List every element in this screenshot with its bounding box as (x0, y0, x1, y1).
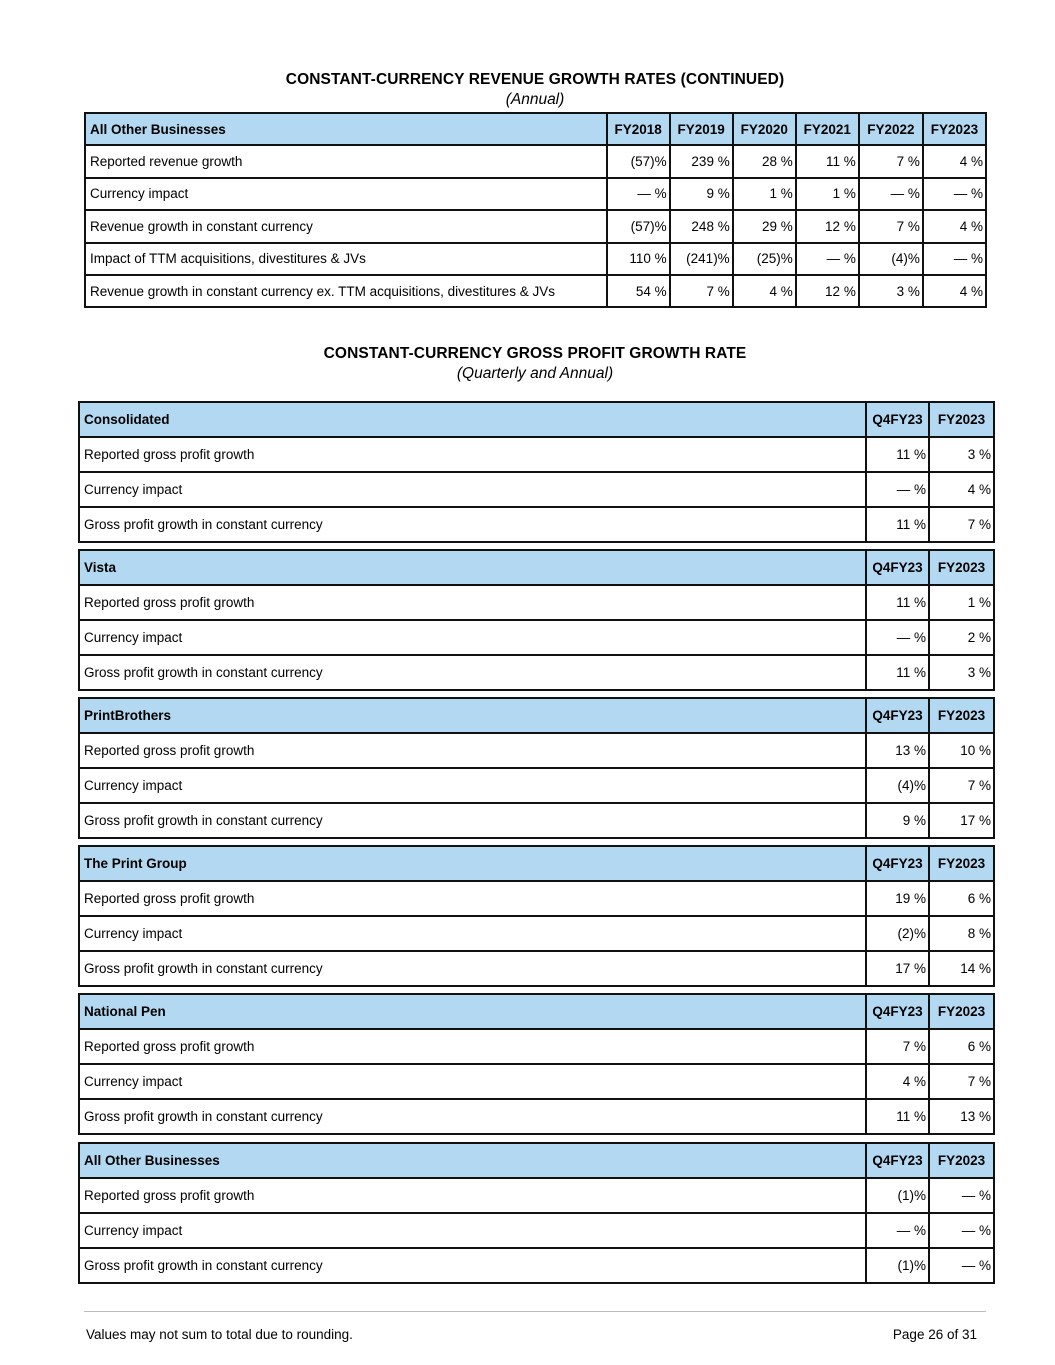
value-cell: 14 % (929, 951, 994, 986)
footer-note: Values may not sum to total due to rounding. (86, 1327, 353, 1342)
row-label-cell: Reported gross profit growth (79, 881, 866, 916)
value-cell: — % (923, 243, 986, 275)
table-row (79, 881, 994, 916)
value-cell: — % (866, 620, 929, 655)
table-row (79, 951, 994, 986)
table-title-cell: Consolidated (79, 402, 866, 437)
value-cell: 11 % (796, 145, 859, 177)
gross-profit-table (78, 1142, 995, 1284)
value-cell: (4)% (859, 243, 923, 275)
value-cell: — % (929, 1178, 994, 1213)
value-cell: 11 % (866, 655, 929, 690)
table-row (85, 210, 986, 242)
value-cell: 248 % (670, 210, 733, 242)
value-cell: 1 % (929, 585, 994, 620)
column-header-cell: Q4FY23 (866, 846, 929, 881)
gross-profit-table (78, 401, 995, 543)
value-cell: 9 % (866, 803, 929, 838)
value-cell: (1)% (866, 1178, 929, 1213)
value-cell: 1 % (796, 178, 859, 210)
table-title-cell: National Pen (79, 994, 866, 1029)
value-cell: 7 % (670, 275, 733, 307)
row-label-cell: Currency impact (79, 1213, 866, 1248)
column-header-cell: Q4FY23 (866, 402, 929, 437)
column-header-cell: FY2019 (670, 113, 733, 145)
value-cell: — % (929, 1213, 994, 1248)
column-header-cell: FY2023 (929, 846, 994, 881)
table-header-row (79, 846, 994, 881)
table-row (85, 145, 986, 177)
value-cell: 13 % (929, 1099, 994, 1134)
value-cell: 11 % (866, 585, 929, 620)
value-cell: (57)% (607, 210, 670, 242)
value-cell: 4 % (923, 145, 986, 177)
value-cell: 12 % (796, 275, 859, 307)
table-title-cell: All Other Businesses (85, 113, 607, 145)
value-cell: 28 % (733, 145, 796, 177)
gross-profit-table (78, 697, 995, 839)
value-cell: 7 % (859, 210, 923, 242)
row-label-cell: Reported revenue growth (85, 145, 607, 177)
value-cell: 4 % (929, 472, 994, 507)
value-cell: 3 % (929, 437, 994, 472)
value-cell: 239 % (670, 145, 733, 177)
table-row (79, 1178, 994, 1213)
table-row (79, 585, 994, 620)
table-header-row (79, 1143, 994, 1178)
row-label-cell: Currency impact (79, 472, 866, 507)
column-header-cell: Q4FY23 (866, 1143, 929, 1178)
gross-profit-section-title: CONSTANT-CURRENCY GROSS PROFIT GROWTH RATE (323, 345, 747, 362)
row-label-cell: Gross profit growth in constant currency (79, 951, 866, 986)
column-header-cell: FY2023 (929, 1143, 994, 1178)
column-header-cell: FY2023 (929, 402, 994, 437)
table-row (79, 733, 994, 768)
row-label-cell: Gross profit growth in constant currency (79, 1248, 866, 1283)
value-cell: (4)% (866, 768, 929, 803)
table-row (79, 916, 994, 951)
value-cell: 6 % (929, 1029, 994, 1064)
value-cell: 3 % (929, 655, 994, 690)
value-cell: 4 % (923, 210, 986, 242)
column-header-cell: FY2023 (923, 113, 986, 145)
value-cell: — % (923, 178, 986, 210)
value-cell: — % (607, 178, 670, 210)
revenue-growth-table (84, 112, 987, 308)
table-row (79, 620, 994, 655)
table-header-row (79, 550, 994, 585)
table-row (85, 178, 986, 210)
value-cell: (241)% (670, 243, 733, 275)
table-title-cell: PrintBrothers (79, 698, 866, 733)
value-cell: 13 % (866, 733, 929, 768)
value-cell: 12 % (796, 210, 859, 242)
revenue-section-subtitle: (Annual) (505, 91, 565, 108)
value-cell: 17 % (929, 803, 994, 838)
column-header-cell: FY2021 (796, 113, 859, 145)
value-cell: 7 % (859, 145, 923, 177)
table-title-cell: All Other Businesses (79, 1143, 866, 1178)
table-row (79, 655, 994, 690)
value-cell: 19 % (866, 881, 929, 916)
value-cell: 7 % (866, 1029, 929, 1064)
value-cell: 11 % (866, 437, 929, 472)
value-cell: 1 % (733, 178, 796, 210)
value-cell: 29 % (733, 210, 796, 242)
table-row (85, 243, 986, 275)
table-row (79, 803, 994, 838)
value-cell: 11 % (866, 1099, 929, 1134)
gross-profit-section-subtitle: (Quarterly and Annual) (456, 365, 614, 382)
value-cell: 9 % (670, 178, 733, 210)
value-cell: — % (929, 1248, 994, 1283)
row-label-cell: Currency impact (85, 178, 607, 210)
column-header-cell: FY2023 (929, 698, 994, 733)
value-cell: 54 % (607, 275, 670, 307)
table-row (79, 507, 994, 542)
value-cell: 17 % (866, 951, 929, 986)
row-label-cell: Gross profit growth in constant currency (79, 507, 866, 542)
column-header-cell: FY2023 (929, 550, 994, 585)
value-cell: 10 % (929, 733, 994, 768)
table-row (79, 1248, 994, 1283)
column-header-cell: Q4FY23 (866, 550, 929, 585)
value-cell: (1)% (866, 1248, 929, 1283)
row-label-cell: Currency impact (79, 916, 866, 951)
row-label-cell: Currency impact (79, 768, 866, 803)
table-row (79, 768, 994, 803)
table-row (79, 1099, 994, 1134)
column-header-cell: FY2022 (859, 113, 923, 145)
gross-profit-table (78, 993, 995, 1135)
row-label-cell: Currency impact (79, 1064, 866, 1099)
row-label-cell: Reported gross profit growth (79, 585, 866, 620)
column-header-cell: FY2023 (929, 994, 994, 1029)
table-row (79, 1029, 994, 1064)
row-label-cell: Reported gross profit growth (79, 437, 866, 472)
value-cell: 4 % (733, 275, 796, 307)
value-cell: 4 % (923, 275, 986, 307)
row-label-cell: Impact of TTM acquisitions, divestitures & JVs (85, 243, 607, 275)
column-header-cell: FY2018 (607, 113, 670, 145)
value-cell: (25)% (733, 243, 796, 275)
row-label-cell: Revenue growth in constant currency (85, 210, 607, 242)
table-row (79, 437, 994, 472)
value-cell: 3 % (859, 275, 923, 307)
row-label-cell: Gross profit growth in constant currency (79, 1099, 866, 1134)
value-cell: (57)% (607, 145, 670, 177)
value-cell: — % (866, 472, 929, 507)
value-cell: (2)% (866, 916, 929, 951)
value-cell: — % (866, 1213, 929, 1248)
value-cell: 8 % (929, 916, 994, 951)
table-row (85, 275, 986, 307)
footer-divider (84, 1311, 986, 1312)
value-cell: 7 % (929, 1064, 994, 1099)
table-row (79, 1064, 994, 1099)
table-header-row (79, 402, 994, 437)
value-cell: 7 % (929, 507, 994, 542)
table-header-row (85, 113, 986, 145)
table-row (79, 472, 994, 507)
table-row (79, 1213, 994, 1248)
value-cell: — % (796, 243, 859, 275)
value-cell: 11 % (866, 507, 929, 542)
gross-profit-table (78, 845, 995, 987)
value-cell: 110 % (607, 243, 670, 275)
value-cell: — % (859, 178, 923, 210)
row-label-cell: Gross profit growth in constant currency (79, 803, 866, 838)
table-header-row (79, 994, 994, 1029)
row-label-cell: Currency impact (79, 620, 866, 655)
column-header-cell: FY2020 (733, 113, 796, 145)
table-title-cell: Vista (79, 550, 866, 585)
page-number: Page 26 of 31 (892, 1327, 977, 1342)
row-label-cell: Reported gross profit growth (79, 733, 866, 768)
column-header-cell: Q4FY23 (866, 698, 929, 733)
table-title-cell: The Print Group (79, 846, 866, 881)
row-label-cell: Revenue growth in constant currency ex. TTM acquisitions, divestitures & JVs (85, 275, 607, 307)
table-header-row (79, 698, 994, 733)
column-header-cell: Q4FY23 (866, 994, 929, 1029)
revenue-section-title: CONSTANT-CURRENCY REVENUE GROWTH RATES (CONTINUED) (285, 71, 785, 88)
row-label-cell: Reported gross profit growth (79, 1029, 866, 1064)
row-label-cell: Reported gross profit growth (79, 1178, 866, 1213)
gross-profit-table (78, 549, 995, 691)
value-cell: 2 % (929, 620, 994, 655)
value-cell: 7 % (929, 768, 994, 803)
value-cell: 4 % (866, 1064, 929, 1099)
value-cell: 6 % (929, 881, 994, 916)
row-label-cell: Gross profit growth in constant currency (79, 655, 866, 690)
